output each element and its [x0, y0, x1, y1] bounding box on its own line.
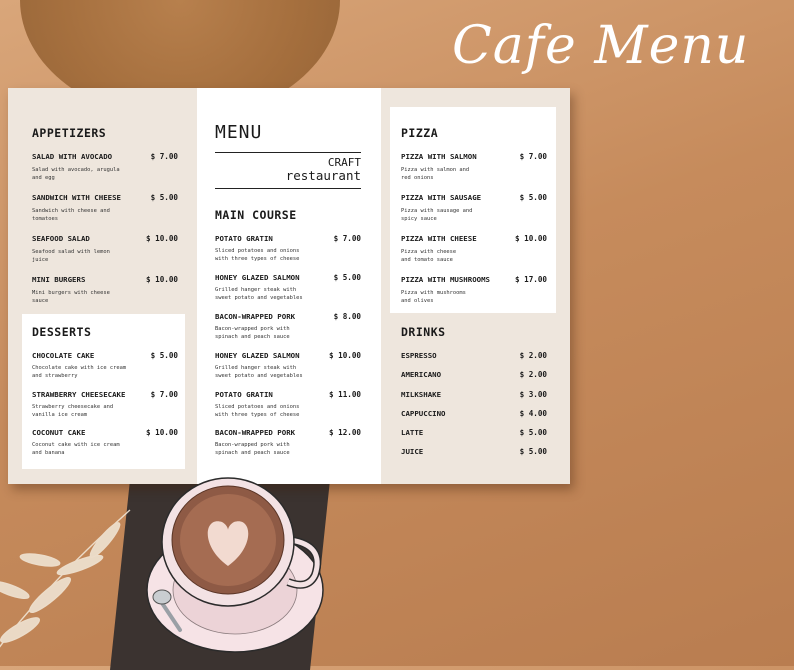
appetizer-name: SALAD WITH AVOCADO — [32, 152, 113, 161]
drink-name: JUICE — [401, 447, 424, 456]
main-course-name: BACON-WRAPPED PORK — [215, 428, 296, 437]
pizza-desc: Pizza with mushrooms and olives — [401, 290, 466, 304]
main-course-price: $ 10.00 — [328, 351, 361, 360]
appetizer-name: SANDWICH WITH CHEESE — [32, 193, 121, 202]
drink-name: MILKSHAKE — [401, 390, 442, 399]
pizza-name: PIZZA WITH CHEESE — [401, 234, 477, 243]
menu-heading: MENU — [215, 122, 263, 143]
dessert-name: STRAWBERRY CHEESECAKE — [32, 390, 126, 399]
drink-price: $ 5.00 — [519, 428, 547, 437]
main-course-price: $ 12.00 — [328, 428, 361, 437]
craft-label: CRAFT — [327, 156, 361, 169]
appetizer-desc: Mini burgers with cheese sauce — [32, 290, 110, 304]
restaurant-label: restaurant — [285, 168, 361, 183]
drink-name: AMERICANO — [401, 370, 442, 379]
drink-price: $ 4.00 — [519, 409, 547, 418]
main-course-name: POTATO GRATIN — [215, 234, 273, 243]
section-title-pizza: PIZZA — [401, 126, 439, 140]
pizza-price: $ 10.00 — [514, 234, 547, 243]
dessert-price: $ 7.00 — [150, 390, 178, 399]
appetizer-desc: Sandwich with cheese and tomatoes — [32, 208, 110, 222]
dessert-name: CHOCOLATE CAKE — [32, 351, 95, 360]
dessert-desc: Chocolate cake with ice cream and strawberry — [32, 365, 127, 379]
restaurant-name — [261, 156, 361, 182]
dried-plant-decor — [0, 470, 150, 670]
appetizer-name: MINI BURGERS — [32, 275, 86, 284]
pizza-price: $ 17.00 — [514, 275, 547, 284]
page-title: Cafe Menu — [452, 16, 750, 76]
pizza-desc: Pizza with sausage and spicy sauce — [401, 208, 473, 222]
main-course-price: $ 7.00 — [333, 234, 361, 243]
pizza-price: $ 5.00 — [519, 193, 547, 202]
main-course-price: $ 5.00 — [333, 273, 361, 282]
main-course-price: $ 11.00 — [328, 390, 361, 399]
dessert-desc: Coconut cake with ice cream and banana — [32, 442, 120, 456]
dessert-desc: Strawberry cheesecake and vanilla ice cream — [32, 404, 114, 418]
menu-card — [8, 88, 570, 484]
divider — [215, 152, 361, 153]
appetizer-price: $ 10.00 — [145, 234, 178, 243]
pizza-desc: Pizza with salmon and red onions — [401, 167, 470, 181]
appetizer-desc: Salad with avocado, arugula and egg — [32, 167, 120, 181]
main-course-desc: Grilled hanger steak with sweet potato and vegetables — [215, 365, 303, 379]
dessert-price: $ 5.00 — [150, 351, 178, 360]
main-course-name: BACON-WRAPPED PORK — [215, 312, 296, 321]
drink-price: $ 5.00 — [519, 447, 547, 456]
appetizer-name: SEAFOOD SALAD — [32, 234, 90, 243]
main-course-desc: Sliced potatoes and onions with three types of cheese — [215, 404, 300, 418]
latte-cup-icon — [140, 470, 330, 660]
section-title-appetizers: APPETIZERS — [32, 126, 107, 140]
main-course-desc: Bacon-wrapped pork with spinach and peach sauce — [215, 442, 290, 456]
drink-name: ESPRESSO — [401, 351, 437, 360]
main-course-name: POTATO GRATIN — [215, 390, 273, 399]
section-title-desserts: DESSERTS — [32, 325, 92, 339]
appetizer-desc: Seafood salad with lemon juice — [32, 249, 110, 263]
main-course-price: $ 8.00 — [333, 312, 361, 321]
section-title-drinks: DRINKS — [401, 325, 446, 339]
pizza-price: $ 7.00 — [519, 152, 547, 161]
dessert-name: COCONUT CAKE — [32, 428, 86, 437]
appetizer-price: $ 7.00 — [150, 152, 178, 161]
drink-price: $ 2.00 — [519, 370, 547, 379]
main-course-name: HONEY GLAZED SALMON — [215, 273, 300, 282]
drink-price: $ 3.00 — [519, 390, 547, 399]
main-course-desc: Bacon-wrapped pork with spinach and peach sauce — [215, 326, 290, 340]
dessert-price: $ 10.00 — [145, 428, 178, 437]
appetizer-price: $ 5.00 — [150, 193, 178, 202]
section-title-main-course: MAIN COURSE — [215, 208, 297, 222]
pizza-name: PIZZA WITH MUSHROOMS — [401, 275, 490, 284]
main-course-desc: Sliced potatoes and onions with three types of cheese — [215, 248, 300, 262]
drink-price: $ 2.00 — [519, 351, 547, 360]
main-course-desc: Grilled hanger steak with sweet potato and vegetables — [215, 287, 303, 301]
drink-name: LATTE — [401, 428, 424, 437]
pizza-desc: Pizza with cheese and tomato sauce — [401, 249, 457, 263]
divider — [215, 188, 361, 189]
pizza-name: PIZZA WITH SALMON — [401, 152, 477, 161]
main-course-name: HONEY GLAZED SALMON — [215, 351, 300, 360]
appetizer-price: $ 10.00 — [145, 275, 178, 284]
pizza-name: PIZZA WITH SAUSAGE — [401, 193, 482, 202]
drink-name: CAPPUCCINO — [401, 409, 446, 418]
